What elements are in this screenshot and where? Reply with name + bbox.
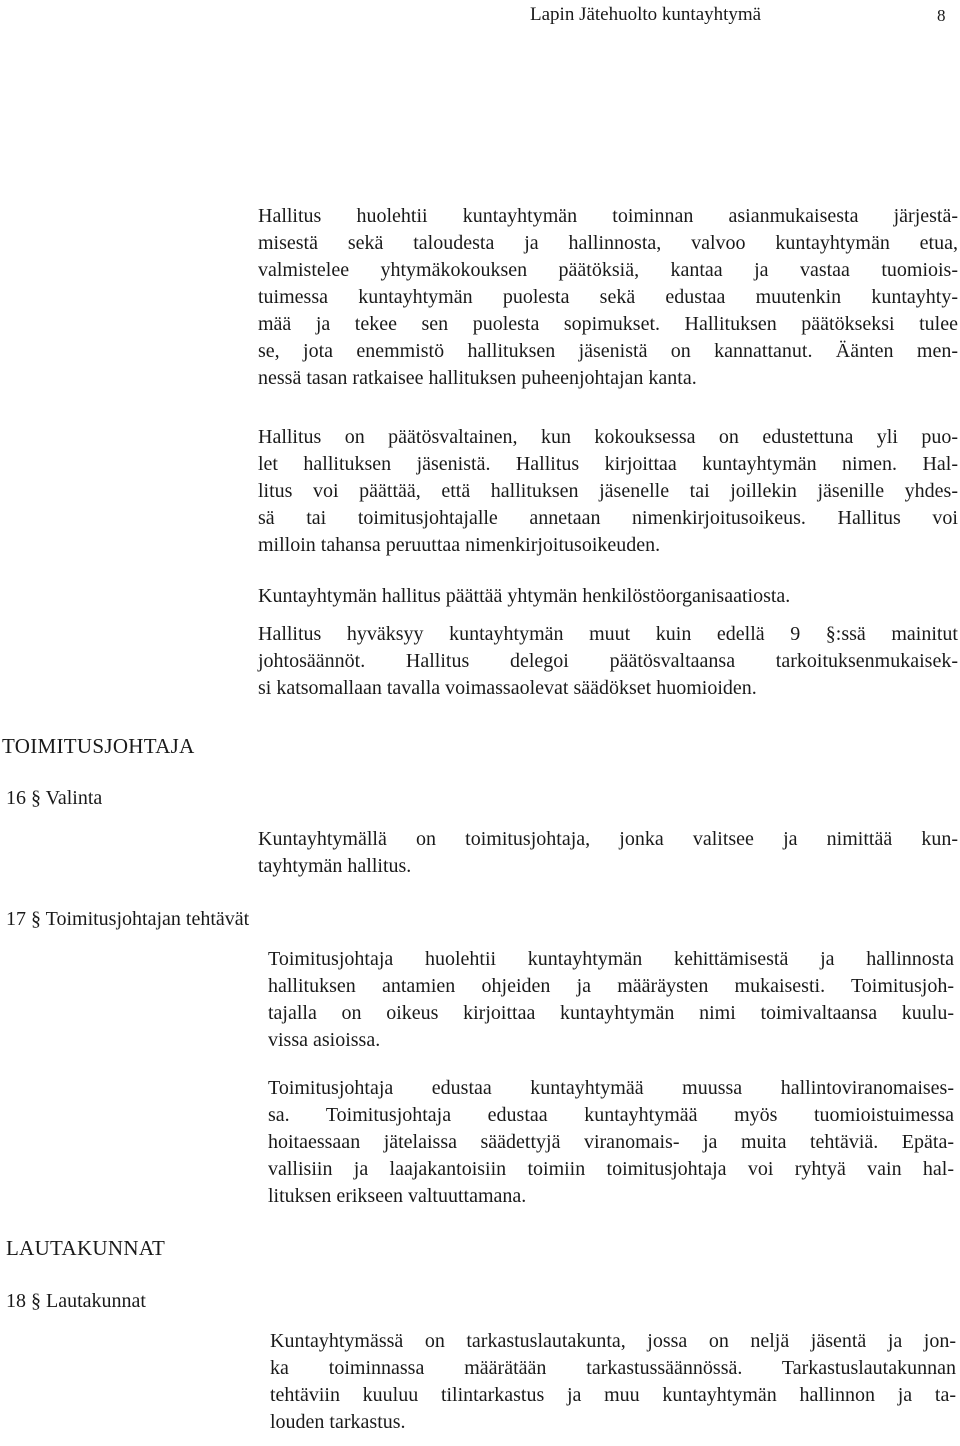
text-line: Toimitusjohtaja edustaa kuntayhtymää muussa hallintoviranomaises- [268,1077,954,1099]
paragraph-toimitusjohtaja-represents [268,1075,954,1210]
text-line: milloin tahansa peruuttaa nimenkirjoitusoikeuden. [258,534,661,556]
subsection-18-lautakunnat: 18 § Lautakunnat [6,1290,146,1312]
text-line: nessä tasan ratkaisee hallituksen puheenjohtajan kanta. [258,367,697,389]
page-number: 8 [937,6,946,25]
paragraph-hallitus-quorum [258,424,958,559]
text-line: vallisiin ja laajakantoisiin toimiin toimitusjohtaja voi ryhtyä vain hal- [268,1158,954,1180]
text-line: vissa asioissa. [268,1029,381,1051]
text-line: mää ja tekee sen puolesta sopimukset. Hallituksen päätökseksi tulee [258,313,958,335]
text-line: hallituksen antamien ohjeiden ja määräysten mukaisesti. Toimitusjoh- [268,975,954,997]
page-header [0,0,960,40]
text-line: litus voi päättää, että hallituksen jäsenelle tai joillekin jäsenille yhdes- [258,480,958,502]
section-heading-lautakunnat: LAUTAKUNNAT [6,1236,166,1260]
text-line: Kuntayhtymällä on toimitusjohtaja, jonka valitsee ja nimittää kun- [258,828,958,850]
header-title: Lapin Jätehuolto kuntayhtymä [530,4,762,25]
text-line: valmistelee yhtymäkokouksen päätöksiä, kantaa ja vastaa tuomiois- [258,259,958,281]
text-line: let hallituksen jäsenistä. Hallitus kirjoittaa kuntayhtymän nimen. Hal- [258,453,958,475]
text-line: Kuntayhtymän hallitus päättää yhtymän henkilöstöorganisaatiosta. [258,585,791,607]
text-line: hoitaessaan jätelaissa säädettyjä viranomais- ja muita tehtäviä. Epäta- [268,1131,954,1153]
text-line: sa. Toimitusjohtaja edustaa kuntayhtymää myös tuomioistuimessa [268,1104,954,1126]
section-heading-toimitusjohtaja: TOIMITUSJOHTAJA [2,734,195,758]
subsection-16-valinta: 16 § Valinta [6,787,103,809]
text-line: tajalla on oikeus kirjoittaa kuntayhtymän nimi toimivaltaansa kuulu- [268,1002,954,1024]
paragraph-valinta [258,826,958,880]
text-line: se, jota enemmistö hallituksen jäsenistä on kannattanut. Äänten men- [258,340,958,362]
text-line: louden tarkastus. [270,1411,406,1433]
text-line: Hallitus on päätösvaltainen, kun kokouksessa on edustettuna yli puo- [258,426,958,448]
text-line: Toimitusjohtaja huolehtii kuntayhtymän kehittämisestä ja hallinnosta [268,948,954,970]
text-line: lituksen erikseen valtuuttamana. [268,1185,527,1207]
text-line: Hallitus hyväksyy kuntayhtymän muut kuin edellä 9 §:ssä mainitut [258,623,958,645]
text-line: Hallitus huolehtii kuntayhtymän toiminnan asianmukaisesta järjestä- [258,205,958,227]
text-line: misestä sekä taloudesta ja hallinnosta, valvoo kuntayhtymän etua, [258,232,958,254]
text-line: sä tai toimitusjohtajalle annetaan nimenkirjoitusoikeus. Hallitus voi [258,507,958,529]
paragraph-toimitusjohtaja-tasks [268,946,954,1054]
text-line: johtosäännöt. Hallitus delegoi päätösvaltaansa tarkoituksenmukaisek- [258,650,958,672]
text-line: ka toiminnassa määrätään tarkastussäännössä. Tarkastuslautakunnan [270,1357,956,1379]
paragraph-lautakunnat [270,1328,956,1436]
paragraph-hallitus-organisation [258,583,958,610]
paragraph-hallitus-rules [258,621,958,702]
text-line: si katsomallaan tavalla voimassaolevat säädökset huomioiden. [258,677,757,699]
text-line: tayhtymän hallitus. [258,855,412,877]
text-line: tuimessa kuntayhtymän puolesta sekä edustaa muutenkin kuntayhty- [258,286,958,308]
text-line: Kuntayhtymässä on tarkastuslautakunta, jossa on neljä jäsentä ja jon- [270,1330,956,1352]
paragraph-hallitus-duties [258,203,958,392]
text-line: tehtäviin kuuluu tilintarkastus ja muu kuntayhtymän hallinnon ja ta- [270,1384,956,1406]
subsection-17-tehtavat: 17 § Toimitusjohtajan tehtävät [6,908,250,930]
